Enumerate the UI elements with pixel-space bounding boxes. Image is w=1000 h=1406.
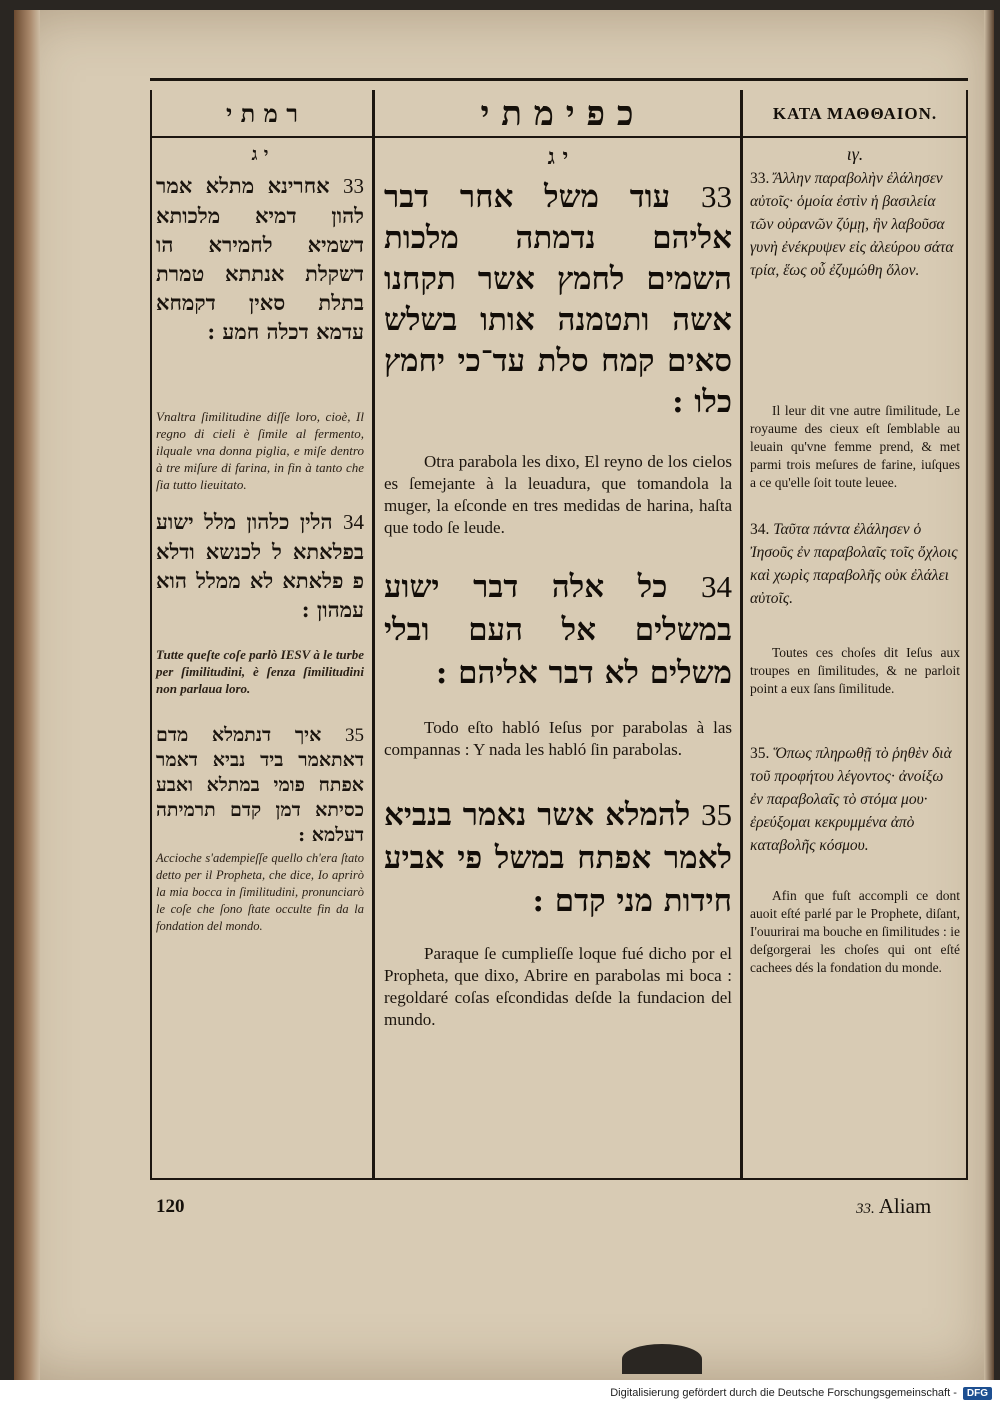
greek-verse-34 xyxy=(750,518,960,610)
verse-number: 34. xyxy=(750,521,770,538)
spanish-verse-33: Otra parabola les dixo, El reyno de los cielos es ſemejante à la leuadura, que tomandola la muger, la eſconde en tres medidas de harina, haſta que todo ſe leude. xyxy=(384,452,732,537)
verse-text: כל אלה דבר ישוע במשלים אל העם ובלי משלים לא דבר אליהם : xyxy=(384,569,732,691)
aramaic-column xyxy=(156,144,364,935)
verse-text: עוד משל אחר דבר אליהם נדמתה מלכות השמים לחמץ אשר תקחנו אשה ותטמנה אותו בשלש סאים קמח סלת עד־כי יחמץ כלו : xyxy=(384,179,732,420)
spanish-verse-35: Paraque ſe cumplieſſe loque fué dicho por el Propheta, que dixo, Abrire en parabolas mi boca : regoldaré coſas eſcondidas deſde la fundacion del mundo. xyxy=(384,944,732,1029)
hebrew-column xyxy=(384,144,732,1031)
divider-outer-right xyxy=(966,90,968,1180)
verse-number: 33 xyxy=(343,174,365,198)
divider-right xyxy=(740,90,743,1180)
italian-verse-35: Accioche s'adempieſſe quello ch'era ſtato detto per il Propheta, che dice, Io aprirò la mia bocca in ſimilitudini, pronunciarò le coſe che ſono ſtate occulte fin da la fondation del mondo. xyxy=(156,851,364,933)
catchword-number: 33. xyxy=(856,1201,875,1217)
verse-number: 34 xyxy=(343,510,364,534)
header-aramaic: ר מ ת י xyxy=(226,99,299,128)
divider-outer-left xyxy=(150,90,152,1180)
header-hebrew: כ פ י מ ת י xyxy=(480,94,634,134)
aramaic-chapter: י ג xyxy=(251,144,269,165)
greek-chapter: ιγ. xyxy=(846,144,864,164)
french-verse-33: Il leur dit vne autre ſimilitude, Le royaume des cieux eſt ſemblable au leuain qu'vne femme prend, & met parmi trois meſures de farine, iuſques a ce qu'elle ſoit toute leuee. xyxy=(750,403,960,490)
page-edge-right xyxy=(984,10,994,1380)
header-top-rule xyxy=(150,78,968,81)
verse-text: Ἄλλην παραβολὴν ἐλάλησεν αὐτοῖς· ὁμοία ἐστὶν ἡ βασιλεία τῶν οὐρανῶν ζύμῃ, ἣν λαβοῦσα γυνὴ ἐνέκρυψεν εἰς ἀλεύρου σάτα τρία, ἕως οὗ ἐζυμώθη ὅλον. xyxy=(750,170,954,279)
hebrew-verse-34 xyxy=(384,565,732,695)
verse-number: 35 xyxy=(345,725,364,746)
french-verse-34: Toutes ces choſes dit Ieſus aux troupes en ſimilitudes, & ne parloit point a eux ſans ſimilitude. xyxy=(750,645,960,696)
catchword xyxy=(856,1194,931,1219)
page-tear xyxy=(622,1344,702,1374)
book-page xyxy=(14,10,994,1380)
verse-text: להמלא אשר נאמר בנביא לאמר אפתח במשל פי אביע חידות מני קדם : xyxy=(384,797,732,919)
verse-text: Ταῦτα πάντα ἐλάλησεν ὁ Ἰησοῦς ἐν παραβολαῖς τοῖς ὄχλοις καὶ χωρὶς παραβολῆς οὐκ ἐλάλει αὐτοῖς. xyxy=(750,521,958,607)
verse-number: 33 xyxy=(701,179,732,214)
verse-number: 35 xyxy=(701,797,733,832)
page-edge-left xyxy=(14,10,40,1380)
aramaic-verse-33 xyxy=(156,171,364,346)
greek-verse-35 xyxy=(750,742,960,857)
dfg-logo-icon: DFG xyxy=(963,1387,992,1400)
hebrew-chapter: י ג xyxy=(547,144,569,170)
page-number: 120 xyxy=(156,1196,185,1217)
catchword-text: Aliam xyxy=(878,1194,932,1218)
italian-verse-34: Tutte queſte coſe parlò IESV à le turbe per ſimilitudini, è ſenza ſimilitudini non parlaua loro. xyxy=(156,647,364,696)
verse-text: הלין כלהון מלל ישוע בפלאתא ל לכנשא ודלא פ פלאתא לא ממלל הוא עמהון : xyxy=(156,509,364,622)
digitization-credit: Digitalisierung gefördert durch die Deutsche Forschungsgemeinschaft - xyxy=(610,1387,957,1399)
greek-column xyxy=(750,144,960,977)
header-bottom-rule xyxy=(150,136,968,138)
verse-number: 35. xyxy=(750,745,770,762)
footer-rule xyxy=(150,1178,968,1180)
aramaic-verse-34 xyxy=(156,507,364,624)
italian-verse-33: Vnaltra ſimilitudine diſſe loro, cioè, Il regno di cieli è ſimile al fermento, ilquale vna donna piglia, e miſe dentro à tre miſure di farina, in fin à tanto che ſia tutto lieuitato. xyxy=(156,409,364,492)
greek-verse-33 xyxy=(750,167,960,282)
verse-number: 33. xyxy=(750,170,770,187)
aramaic-verse-35 xyxy=(156,723,364,848)
hebrew-verse-33 xyxy=(384,176,732,423)
verse-text: איך דנתמלא מדם דאתאמר ביד נביא דאמר אפתח פומי במתלא ואבע כסיתא דמן קדם תרמיתה דעלמא : xyxy=(156,724,364,846)
verse-number: 34 xyxy=(701,569,732,604)
french-verse-35: Afin que fuſt accompli ce dont auoit eſté parlé par le Prophete, diſant, I'ouurirai ma bouche en ſimilitudes : ie deſgorgerai les choſes qui ont eſté cachees dés la fondation du monde. xyxy=(750,888,960,975)
spanish-verse-34: Todo eſto habló Ieſus por parabolas à las compannas : Y nada les habló ſin parabolas. xyxy=(384,718,732,759)
verse-text: אחרינא מתלא אמר להון דמיא מלכותא דשמיא לחמירא הו דשקלת אנתתא טמרת בתלת סאין דקמחא עדמא דכלה חמע : xyxy=(156,173,364,344)
digitization-footer xyxy=(0,1380,1000,1406)
header-greek: ΚΑΤΑ ΜΑΘΘΑΙΟΝ. xyxy=(772,104,938,123)
divider-left xyxy=(372,90,375,1180)
hebrew-verse-35 xyxy=(384,793,732,923)
verse-text: Ὅπως πληρωθῇ τὸ ῥηθὲν διὰ τοῦ προφήτου λέγοντος· ἀνοίξω ἐν παραβολαῖς τὸ στόμα μου· ἐρεύξομαι κεκρυμμένα ἀπὸ καταβολῆς κόσμου. xyxy=(750,745,952,854)
